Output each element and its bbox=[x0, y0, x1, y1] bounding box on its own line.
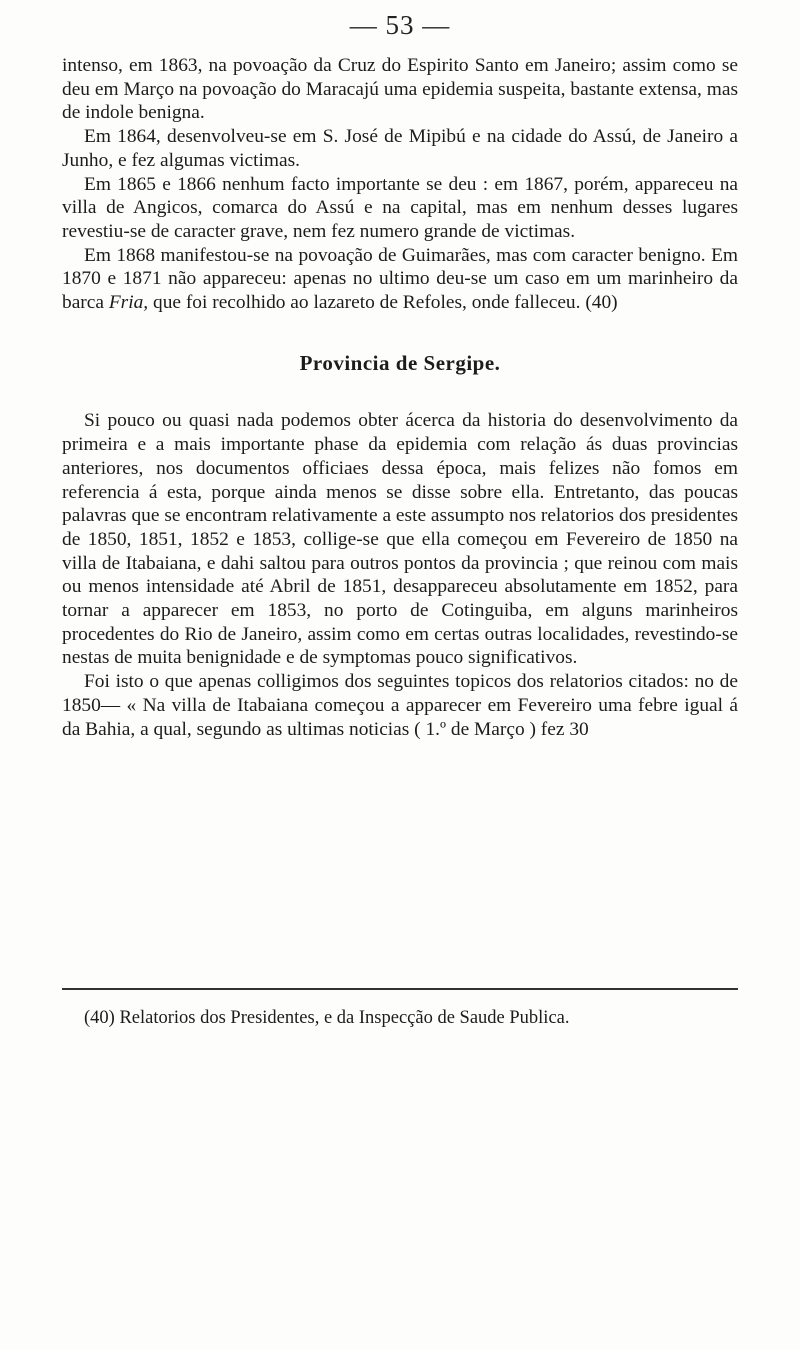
paragraph-text: Em 1868 manifestou-se na povoação de Guimarães, mas com caracter benigno. Em 1870 e 1871 não appareceu: apenas no ultimo deu-se um caso em um marinheiro da barca bbox=[62, 244, 738, 314]
footnote: (40) Relatorios dos Presidentes, e da Inspecção de Saude Publica. bbox=[84, 1008, 570, 1028]
paragraph: Em 1865 e 1866 nenhum facto importante se deu : em 1867, porém, appareceu na villa de Angicos, comarca do Assú e na capital, mas em nenhum desses lugares revestiu-se de caracter grave, nem fez numero grande de victimas. bbox=[62, 173, 738, 242]
paragraph: Em 1864, desenvolveu-se em S. José de Mipibú e na cidade do Assú, de Janeiro a Junho, e fez algumas victimas. bbox=[62, 126, 738, 171]
ship-name: Fria, bbox=[108, 292, 149, 314]
footnote-divider bbox=[62, 988, 738, 990]
paragraph bbox=[62, 244, 738, 315]
page-number: — 53 — bbox=[349, 10, 451, 40]
section-heading: Provincia de Sergipe. bbox=[299, 350, 501, 375]
paragraph-text: que foi recolhido ao lazareto de Refoles, onde falleceu. (40) bbox=[148, 292, 618, 314]
paragraph: Si pouco ou quasi nada podemos obter ácerca da historia do desenvolvimento da primeira e a mais importante phase da epidemia com relação ás duas provincias anteriores, nos documentos officiaes dessa época, mais felizes não fomos em referencia á esta, porque ainda menos se disse sobre ella. Entretanto, das poucas palavras que se encontram relativamente a este assumpto nos relatorios dos presidentes de 1850, 1851, 1852 e 1853, collige-se que ella começou em Fevereiro de 1850 na villa de Itabaiana, e dahi saltou para outros pontos da provincia ; que reinou com mais ou menos intensidade até Abril de 1851, desappareceu absolutamente em 1852, para tornar a apparecer em 1853, no porto de Cotinguiba, em alguns marinheiros procedentes do Rio de Janeiro, assim como em certas outras localidades, revestindo-se nestas de muita benignidade e de symptomas pouco significativos. bbox=[62, 410, 738, 669]
paragraph: Foi isto o que apenas colligimos dos seguintes topicos dos relatorios citados: no de 1850— « Na villa de Itabaiana começou a apparecer em Fevereiro uma febre igual á da Bahia, a qual, segundo as ultimas noticias ( 1.º de Março ) fez 30 bbox=[62, 671, 738, 740]
paragraph: intenso, em 1863, na povoação da Cruz do Espirito Santo em Janeiro; assim como se deu em Março na povoação do Maracajú uma epidemia suspeita, bastante extensa, mas de indole benigna. bbox=[62, 55, 738, 124]
body-text bbox=[62, 54, 738, 741]
